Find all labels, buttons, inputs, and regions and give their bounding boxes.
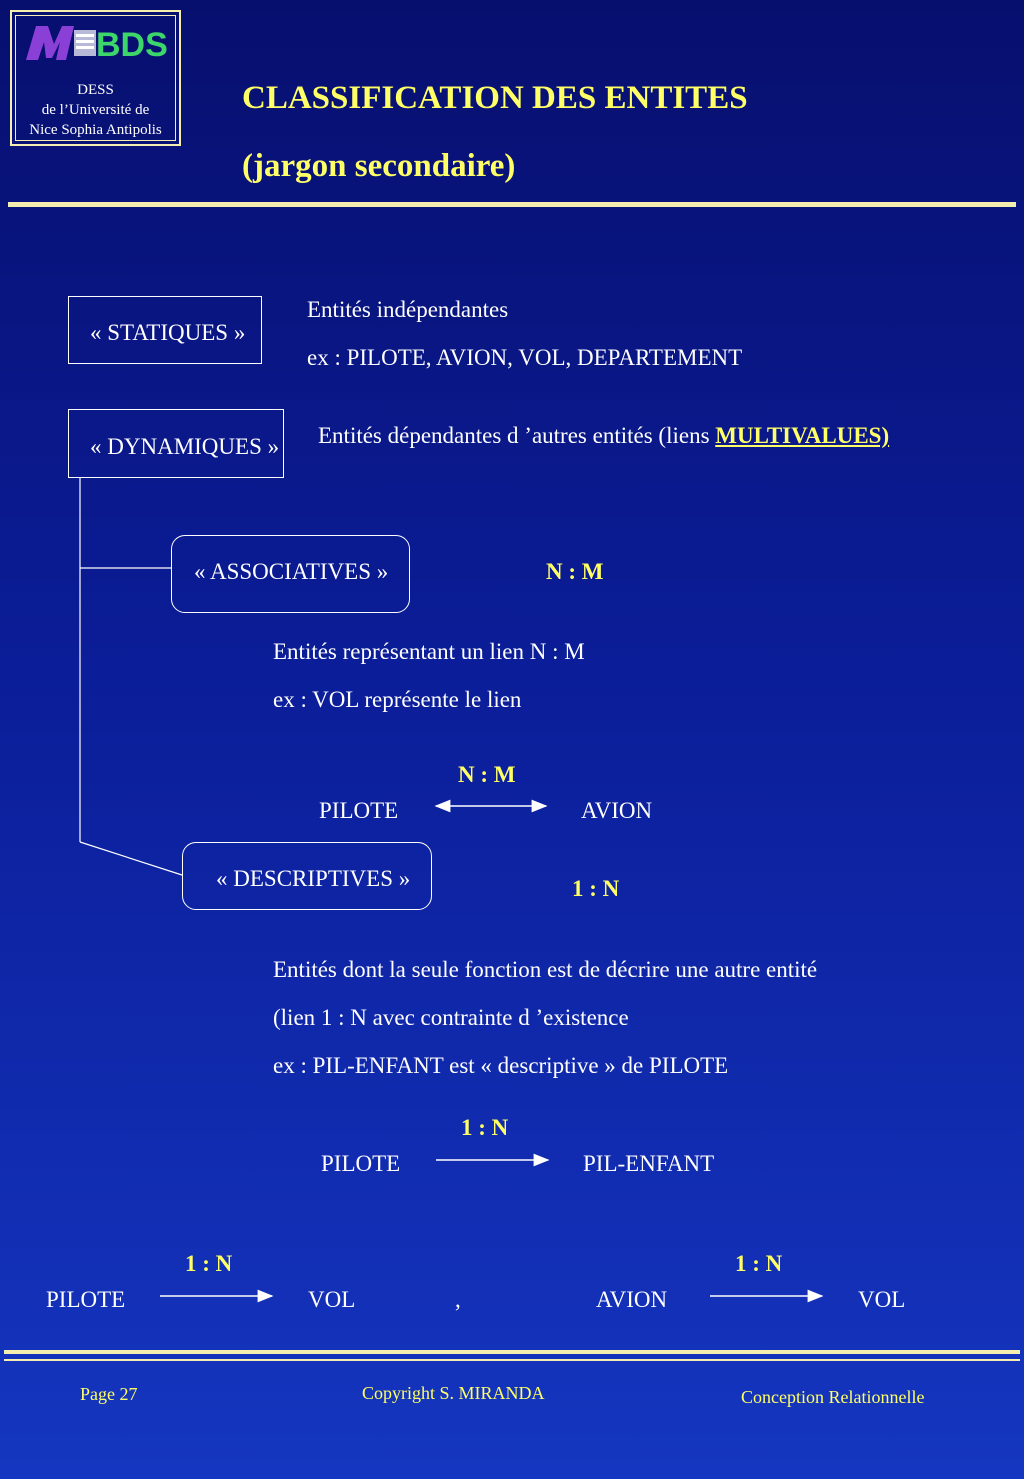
- descriptive-relation-right: PIL-ENFANT: [583, 1151, 715, 1176]
- descriptives-description-1: Entités dont la seule fonction est de décrire une autre entité: [273, 957, 818, 982]
- footer-page-number: Page 27: [80, 1384, 138, 1404]
- footer-course-title: Conception Relationnelle: [741, 1387, 925, 1407]
- associatives-cardinality: N : M: [546, 559, 604, 584]
- org-line-2: de l’Université de: [41, 102, 150, 118]
- avion-vol-cardinality: 1 : N: [735, 1251, 783, 1276]
- avion-vol-left: AVION: [596, 1287, 668, 1312]
- page-title: CLASSIFICATION DES ENTITES: [242, 80, 748, 116]
- multivalues-emphasis: MULTIVALUES): [715, 423, 890, 448]
- dynamiques-description-text: Entités dépendantes d ’autres entités (liens: [318, 423, 716, 448]
- relations-separator: ,: [455, 1287, 461, 1312]
- tree-branch-descriptives: [80, 842, 182, 875]
- page-subtitle: (jargon secondaire): [242, 148, 516, 184]
- pilote-vol-right: VOL: [308, 1287, 356, 1312]
- descriptives-example: ex : PIL-ENFANT est « descriptive » de PILOTE: [273, 1053, 729, 1078]
- descriptive-relation-left: PILOTE: [321, 1151, 401, 1176]
- pilote-vol-cardinality: 1 : N: [185, 1251, 233, 1276]
- org-line-3: Nice Sophia Antipolis: [29, 122, 162, 138]
- footer-divider-bottom: [4, 1359, 1020, 1361]
- dynamiques-label: « DYNAMIQUES »: [90, 434, 280, 459]
- statiques-description: Entités indépendantes: [307, 297, 509, 322]
- logo-lettering: BDS: [96, 26, 168, 62]
- avion-vol-right: VOL: [858, 1287, 906, 1312]
- nm-relation-right: AVION: [581, 798, 653, 823]
- associatives-label: « ASSOCIATIVES »: [194, 559, 389, 584]
- statiques-label: « STATIQUES »: [90, 320, 246, 345]
- footer-divider-top: [4, 1350, 1020, 1354]
- pilote-vol-left: PILOTE: [46, 1287, 126, 1312]
- associatives-description: Entités représentant un lien N : M: [273, 639, 585, 664]
- dynamiques-description: [318, 423, 889, 449]
- associatives-example: ex : VOL représente le lien: [273, 687, 522, 712]
- footer-copyright: Copyright S. MIRANDA: [362, 1383, 545, 1403]
- descriptive-relation-cardinality: 1 : N: [461, 1115, 509, 1140]
- nm-relation-cardinality: N : M: [458, 762, 516, 787]
- nm-relation-left: PILOTE: [319, 798, 399, 823]
- statiques-example: ex : PILOTE, AVION, VOL, DEPARTEMENT: [307, 345, 743, 370]
- descriptives-cardinality: 1 : N: [572, 876, 620, 901]
- org-line-1: DESS: [77, 82, 114, 98]
- descriptives-label: « DESCRIPTIVES »: [216, 866, 411, 891]
- descriptives-description-2: (lien 1 : N avec contrainte d ’existence: [273, 1005, 629, 1030]
